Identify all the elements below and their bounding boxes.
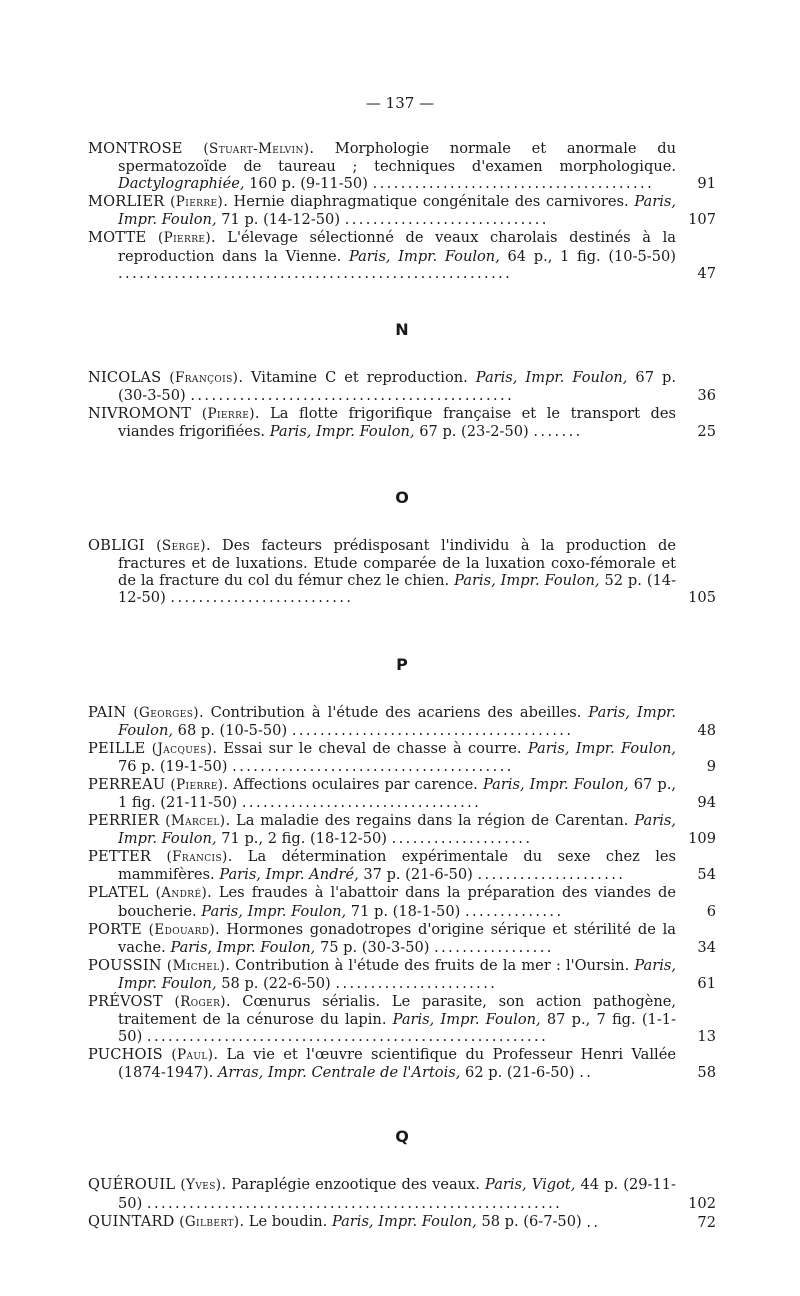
entry-description: . Contribution à l'étude des fruits de la mer : l'Oursin.	[225, 956, 635, 974]
entry-publisher: Paris, Impr. Foulon,	[118, 956, 677, 992]
author-first-name: (Francis)	[166, 849, 228, 866]
bibliography-entry	[88, 1176, 716, 1211]
bibliography-entry	[88, 229, 716, 281]
dot-leader: .........................................................	[146, 1028, 549, 1046]
entry-page-number: 48	[697, 721, 716, 739]
dot-leader: ..	[586, 1213, 601, 1231]
entry-details: 64 p., 1 fig. (10-5-50)	[499, 247, 677, 265]
dot-leader: ..........................	[170, 589, 354, 607]
author-name: MOTTE	[88, 229, 147, 247]
dot-leader: ........................................................	[118, 264, 513, 282]
entry-page-number: 107	[688, 211, 716, 229]
entry-description: . Essai sur le cheval de chasse à courre.	[212, 739, 528, 757]
entry-details: 68 p. (10-5-50)	[173, 721, 288, 739]
section-q	[88, 1127, 716, 1230]
bibliography-entry	[88, 193, 716, 228]
entry-details: 71 p. (18-1-50)	[346, 902, 461, 920]
section-letter-p: P	[396, 654, 408, 674]
section-letter-q: Q	[395, 1127, 409, 1147]
author-first-name: (Jacques)	[151, 740, 213, 757]
entry-details: 37 p. (21-6-50)	[358, 866, 473, 884]
author-first-name: (Pierre)	[201, 405, 255, 422]
entry-page-number: 6	[706, 902, 716, 920]
entry-publisher: Paris, Impr. Foulon,	[170, 938, 316, 956]
entry-description: . La flotte frigorifique française et le transport des viandes frigorifiées.	[118, 404, 676, 441]
entry-page-number: 34	[697, 938, 716, 956]
section-p	[88, 655, 716, 1082]
author-first-name: (Roger)	[174, 994, 226, 1010]
author-first-name: (Michel)	[166, 957, 226, 974]
entry-page-number: 58	[697, 1064, 716, 1082]
bibliography-entry	[88, 957, 716, 992]
entry-details: 62 p. (21-6-50)	[460, 1064, 575, 1082]
author-name: MONTROSE	[88, 140, 183, 157]
entry-description: . Vitamine C et reproduction.	[238, 368, 476, 386]
dot-leader: ........................................	[372, 175, 655, 193]
entry-description: . La détermination expérimentale du sexe chez les mammifères.	[118, 848, 676, 884]
bibliography-entry	[88, 1046, 716, 1081]
author-name: PRÉVOST	[88, 993, 163, 1010]
entry-page-number: 9	[706, 757, 716, 775]
author-name: QUINTARD	[88, 1212, 175, 1230]
bibliography-column	[88, 140, 716, 1232]
entry-details: 67 p. (30-3-50)	[118, 368, 676, 404]
dot-leader: ..................................	[241, 793, 482, 811]
entries-q	[88, 1176, 716, 1230]
bibliography-entry	[88, 704, 716, 739]
entry-page-number: 25	[697, 423, 716, 441]
entry-publisher: Paris, Impr. Foulon,	[201, 902, 347, 920]
author-name: PERRIER	[88, 812, 160, 830]
entry-description: . Le boudin.	[239, 1212, 332, 1230]
dot-leader: .............................	[344, 211, 549, 229]
author-name: PEILLE	[88, 739, 146, 757]
entry-publisher: Paris, Impr. Foulon,	[331, 1212, 477, 1230]
section-letter-o: O	[395, 488, 409, 508]
entry-description: . La vie et l'œuvre scientifique du Professeur Henri Vallée (1874-1947).	[118, 1046, 676, 1082]
entry-page-number: 36	[697, 386, 716, 404]
bibliography-entry	[88, 405, 716, 440]
entries-n	[88, 369, 716, 440]
entry-page-number: 109	[688, 830, 716, 848]
author-first-name: (Serge)	[156, 538, 206, 555]
author-first-name: (Yves)	[180, 1177, 222, 1194]
author-name: QUÉROUIL	[88, 1176, 176, 1194]
author-name: PORTE	[88, 920, 142, 938]
dot-leader: ........................................	[291, 721, 574, 739]
author-name: OBLIGI	[88, 537, 145, 555]
author-first-name: (Gilbert)	[179, 1213, 240, 1230]
entry-description: . L'élevage sélectionné de veaux charolais destinés à la reproduction dans la Vienne.	[118, 229, 676, 265]
entry-details: 76 p. (19-1-50)	[118, 757, 228, 775]
entry-details: 67 p., 1 fig. (21-11-50)	[118, 775, 677, 811]
dot-leader: ...........................................................	[146, 1194, 563, 1212]
entry-publisher: Paris, Impr. Foulon,	[527, 739, 677, 757]
entry-description: . Hormones gonadotropes d'origine sérique et stérilité de la vache.	[118, 920, 676, 956]
entry-publisher: Paris, Impr. Foulon,	[392, 1011, 541, 1029]
entry-publisher: Dactylographiée,	[118, 175, 245, 193]
entries-p	[88, 704, 716, 1082]
entry-publisher: Paris, Impr. Foulon,	[482, 775, 629, 793]
entry-description: . Contribution à l'étude des acariens des abeilles.	[198, 703, 589, 721]
bibliography-entry	[88, 740, 716, 775]
entry-publisher: Paris, Impr. Foulon,	[475, 368, 628, 386]
entry-page-number: 61	[697, 974, 716, 992]
entry-details: 75 p. (30-3-50)	[315, 938, 430, 956]
entry-publisher: Paris, Impr. Foulon,	[454, 572, 600, 590]
bibliography-entry	[88, 537, 716, 606]
dot-leader: ....................	[391, 830, 533, 848]
entry-page-number: 102	[688, 1194, 716, 1212]
dot-leader: .................	[434, 938, 554, 956]
entry-publisher: Paris, Impr. Foulon,	[348, 247, 500, 265]
entry-publisher: Paris, Vigot,	[485, 1176, 576, 1194]
author-name: MORLIER	[88, 193, 165, 211]
author-first-name: (Edouard)	[148, 921, 216, 938]
entry-description: . Hernie diaphragmatique congénitale des carnivores.	[223, 193, 635, 211]
author-name: PETTER	[88, 848, 152, 866]
author-name: PUCHOIS	[88, 1046, 163, 1064]
dot-leader: .......	[533, 423, 583, 441]
dot-leader: .....................	[477, 866, 626, 884]
entry-description: . Cœnurus sérialis. Le parasite, son action pathogène, traitement de la cénurose du lapin.	[118, 993, 676, 1029]
author-first-name: (François)	[169, 369, 239, 386]
entry-details: 58 p. (6-7-50)	[476, 1212, 582, 1230]
author-first-name: (Georges)	[133, 704, 199, 721]
bibliography-entry	[88, 993, 716, 1045]
entry-publisher: Paris, Impr. Foulon,	[269, 423, 415, 441]
dot-leader: ..............	[464, 902, 564, 920]
author-first-name: (Pierre)	[170, 776, 224, 793]
entry-page-number: 13	[697, 1028, 716, 1046]
entry-details: 44 p. (29-11-50)	[118, 1176, 676, 1212]
author-name: POUSSIN	[88, 956, 162, 974]
entry-page-number: 72	[697, 1213, 716, 1231]
author-first-name: (Paul)	[171, 1047, 214, 1064]
author-first-name: (Stuart-Melvin)	[203, 141, 310, 157]
entry-publisher: Paris, Impr. Foulon,	[118, 703, 677, 739]
entry-publisher: Paris, Impr. André,	[219, 866, 359, 884]
author-first-name: (Pierre)	[170, 194, 224, 211]
bibliography-entry	[88, 776, 716, 811]
bibliography-entry	[88, 140, 716, 192]
author-first-name: (André)	[155, 885, 208, 902]
entry-details: 160 p. (9-11-50)	[244, 175, 368, 193]
entry-description: . Des facteurs prédisposant l'individu à la production de fractures et de luxations. Etude comparée de la luxation coxo-fémorale et de la fracture du col du fémur chez le chien.	[118, 537, 676, 590]
dot-leader: ........................................	[232, 757, 514, 775]
bibliography-entry	[88, 1213, 716, 1231]
bibliography-entry	[88, 884, 716, 919]
author-name: NIVROMONT	[88, 404, 192, 422]
entry-page-number: 91	[697, 175, 716, 193]
entry-description: . Morphologie normale et anormale du spermatozoïde de taureau ; techniques d'examen morphologique.	[118, 140, 677, 176]
author-name: PAIN	[88, 703, 127, 721]
section-o	[88, 488, 716, 606]
author-first-name: (Marcel)	[165, 813, 226, 830]
entry-details: 71 p. (14-12-50)	[216, 211, 341, 229]
author-name: PLATEL	[88, 884, 149, 902]
entry-details: 67 p. (23-2-50)	[414, 423, 529, 441]
entry-description: . La maladie des regains dans la région de Carentan.	[225, 812, 635, 830]
entries-o	[88, 537, 716, 606]
dot-leader: ..	[579, 1064, 594, 1082]
section-letter-n: N	[395, 319, 409, 339]
entry-page-number: 47	[697, 264, 716, 282]
entry-publisher: Arras, Impr. Centrale de l'Artois,	[217, 1064, 461, 1082]
bibliography-entry	[88, 812, 716, 847]
section-n	[88, 320, 716, 440]
page-number: — 137 —	[365, 94, 435, 112]
bibliography-entry	[88, 369, 716, 404]
dot-leader: .......................	[335, 974, 498, 992]
entry-description: . Les fraudes à l'abattoir dans la préparation des viandes de boucherie.	[118, 884, 676, 920]
author-name: PERREAU	[88, 775, 166, 793]
entry-publisher: Paris, Impr. Foulon,	[118, 812, 676, 848]
entry-page-number: 54	[697, 866, 716, 884]
entry-publisher: Paris, Impr. Foulon,	[118, 193, 676, 229]
entry-page-number: 105	[688, 589, 716, 607]
dot-leader: ..............................................	[190, 386, 515, 404]
entry-details: 58 p. (22-6-50)	[216, 974, 331, 992]
entry-details: 71 p., 2 fig. (18-12-50)	[216, 830, 387, 848]
entry-description: . Affections oculaires par carence.	[223, 775, 483, 793]
entries-m	[88, 140, 716, 282]
entry-details: 52 p. (14-12-50)	[118, 572, 677, 607]
bibliography-entry	[88, 921, 716, 956]
author-first-name: (Pierre)	[157, 230, 212, 247]
author-name: NICOLAS	[88, 368, 162, 386]
entry-details: 87 p., 7 fig. (1-1-50)	[118, 1011, 676, 1046]
section-m	[88, 140, 716, 282]
entry-description: . Paraplégie enzootique des veaux.	[221, 1176, 486, 1194]
bibliography-entry	[88, 848, 716, 883]
entry-page-number: 94	[697, 793, 716, 811]
